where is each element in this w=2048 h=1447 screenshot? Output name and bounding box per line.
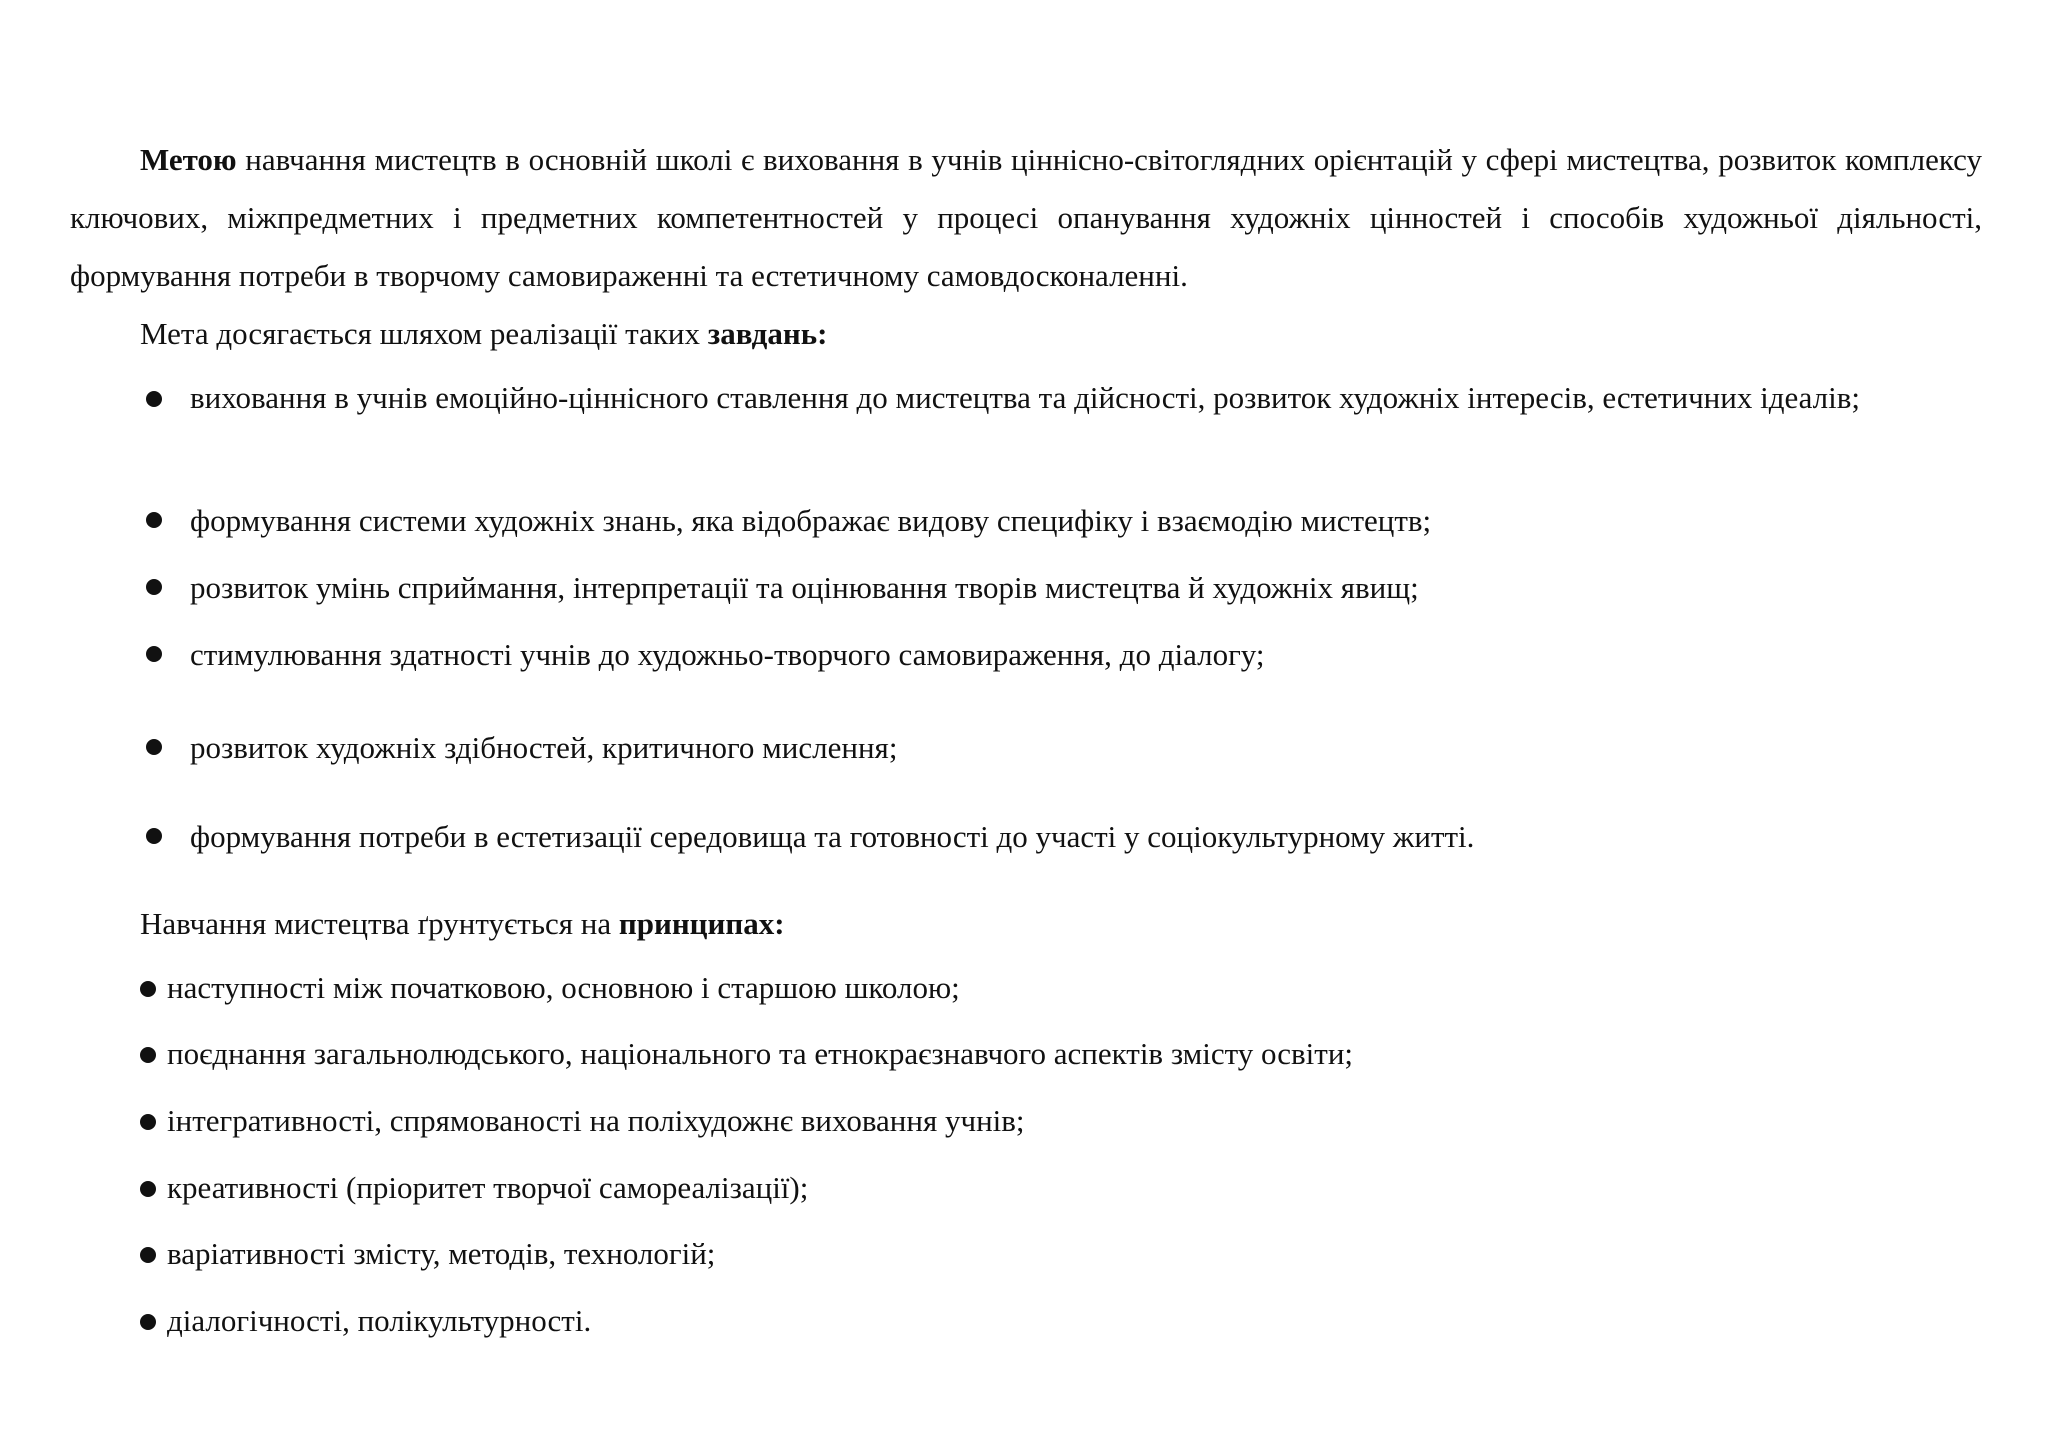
bullet-icon <box>146 828 162 844</box>
bullet-icon <box>146 391 162 407</box>
principles-intro-text: Навчання мистецтва ґрунтується на <box>140 906 619 941</box>
principle-item: варіативності змісту, методів, технологій; <box>167 1236 716 1271</box>
bullet-icon <box>140 1181 156 1197</box>
bullet-icon <box>140 1314 156 1330</box>
principle-item: діалогічності, полікультурності. <box>167 1303 592 1338</box>
tasks-intro <box>140 316 827 352</box>
bullet-icon <box>140 1047 156 1063</box>
task-item: виховання в учнів емоційно-ціннісного ставлення до мистецтва та дійсності, розвиток художніх інтересів, естетичних ідеалів; <box>190 380 1860 415</box>
bullet-icon <box>140 981 156 997</box>
task-item: формування системи художніх знань, яка відображає видову специфіку і взаємодію мистецтв; <box>190 503 1432 538</box>
goal-paragraph <box>70 131 1982 305</box>
task-item: розвиток художніх здібностей, критичного мислення; <box>190 730 898 765</box>
bullet-icon <box>146 512 162 528</box>
task-item: формування потреби в естетизації середовища та готовності до участі у соціокультурному житті. <box>190 819 1475 854</box>
principle-item: інтегративності, спрямованості на поліхудожнє виховання учнів; <box>167 1103 1025 1138</box>
principles-intro <box>140 906 785 942</box>
tasks-intro-text: Мета досягається шляхом реалізації таких <box>140 316 708 351</box>
goal-text: навчання мистецтв в основній школі є виховання в учнів ціннісно-світоглядних орієнтацій у сфері мистецтва, розвиток комплексу ключових, міжпредметних і предметних компетентностей у процесі опанування художніх цінностей і способів художньої діяльності, формування потреби в творчому самовираженні та естетичному самовдосконаленні. <box>70 142 1982 293</box>
bullet-icon <box>146 579 162 595</box>
principles-intro-bold: принципах: <box>618 906 785 941</box>
task-item: розвиток умінь сприймання, інтерпретації та оцінювання творів мистецтва й художніх явищ; <box>190 570 1419 605</box>
bullet-icon <box>146 739 162 755</box>
bullet-icon <box>140 1247 156 1263</box>
principle-item: наступності між початковою, основною і старшою школою; <box>167 970 960 1005</box>
principle-item: креативності (пріоритет творчої самореалізації); <box>167 1170 809 1205</box>
bullet-icon <box>146 646 162 662</box>
goal-lead-bold: Метою <box>140 142 237 177</box>
task-item: стимулювання здатності учнів до художньо-творчого самовираження, до діалогу; <box>190 637 1265 672</box>
bullet-icon <box>140 1114 156 1130</box>
principle-item: поєднання загальнолюдського, національного та етнокраєзнавчого аспектів змісту освіти; <box>167 1036 1354 1071</box>
tasks-intro-bold: завдань: <box>707 316 828 351</box>
